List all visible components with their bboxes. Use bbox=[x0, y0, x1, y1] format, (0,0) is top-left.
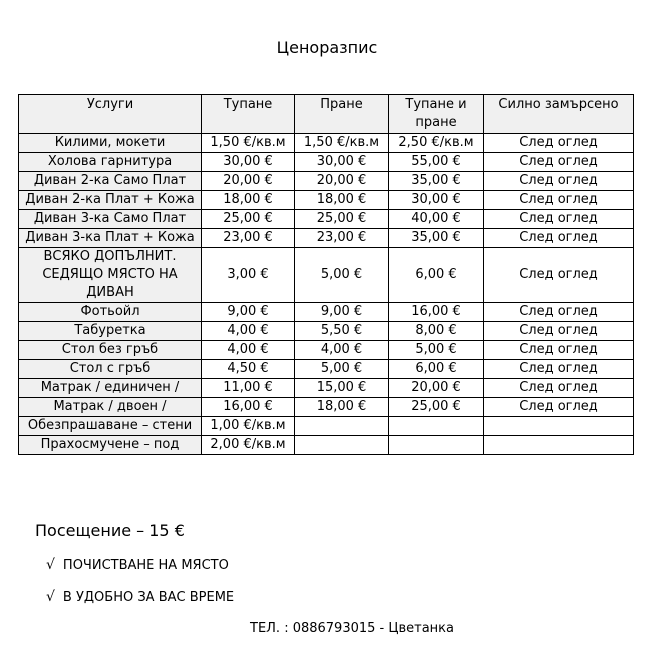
price-cell: 20,00 € bbox=[202, 172, 295, 191]
price-cell: След оглед bbox=[484, 248, 634, 303]
service-cell: Табуретка bbox=[19, 322, 202, 341]
price-cell: 23,00 € bbox=[295, 229, 389, 248]
service-cell: Обезпрашаване – стени bbox=[19, 417, 202, 436]
price-cell bbox=[484, 417, 634, 436]
price-cell: 30,00 € bbox=[389, 191, 484, 210]
price-cell: 1,50 €/кв.м bbox=[202, 134, 295, 153]
contact-info: ТЕЛ. : 0886793015 - Цветанка bbox=[250, 621, 454, 636]
price-cell: 4,00 € bbox=[295, 341, 389, 360]
service-cell: Матрак / двоен / bbox=[19, 398, 202, 417]
price-cell: 2,00 €/кв.м bbox=[202, 436, 295, 455]
price-cell: 5,00 € bbox=[389, 341, 484, 360]
price-cell: 4,00 € bbox=[202, 341, 295, 360]
price-cell: След оглед bbox=[484, 134, 634, 153]
price-cell: 55,00 € bbox=[389, 153, 484, 172]
price-cell: 25,00 € bbox=[389, 398, 484, 417]
price-cell: 18,00 € bbox=[295, 398, 389, 417]
table-row bbox=[19, 210, 634, 229]
price-cell: 35,00 € bbox=[389, 229, 484, 248]
service-cell: Диван 2-ка Само Плат bbox=[19, 172, 202, 191]
table-row bbox=[19, 172, 634, 191]
price-cell: След оглед bbox=[484, 303, 634, 322]
table-row bbox=[19, 248, 634, 303]
price-cell: 30,00 € bbox=[202, 153, 295, 172]
page-title: Ценоразпис bbox=[276, 38, 378, 57]
service-cell: Килими, мокети bbox=[19, 134, 202, 153]
service-cell: Прахосмучене – под bbox=[19, 436, 202, 455]
benefit-item bbox=[46, 557, 229, 573]
benefit-item bbox=[46, 589, 234, 605]
price-cell: След оглед bbox=[484, 153, 634, 172]
price-cell: 5,00 € bbox=[295, 248, 389, 303]
table-row bbox=[19, 134, 634, 153]
benefit-text: ПОЧИСТВАНЕ НА МЯСТО bbox=[62, 557, 229, 573]
price-cell: След оглед bbox=[484, 210, 634, 229]
price-cell: 40,00 € bbox=[389, 210, 484, 229]
table-row bbox=[19, 153, 634, 172]
price-cell: 25,00 € bbox=[202, 210, 295, 229]
table-row bbox=[19, 436, 634, 455]
price-cell: 4,00 € bbox=[202, 322, 295, 341]
column-header: Пране bbox=[295, 95, 389, 134]
price-cell: 20,00 € bbox=[295, 172, 389, 191]
price-cell: 6,00 € bbox=[389, 248, 484, 303]
price-cell: След оглед bbox=[484, 341, 634, 360]
column-header: Услуги bbox=[19, 95, 202, 134]
table-row bbox=[19, 191, 634, 210]
price-cell: 35,00 € bbox=[389, 172, 484, 191]
service-cell: Матрак / единичен / bbox=[19, 379, 202, 398]
price-cell: 4,50 € bbox=[202, 360, 295, 379]
price-cell bbox=[389, 417, 484, 436]
table-row bbox=[19, 360, 634, 379]
service-cell: Стол без гръб bbox=[19, 341, 202, 360]
service-cell: Диван 2-ка Плат + Кожа bbox=[19, 191, 202, 210]
table-row bbox=[19, 322, 634, 341]
service-cell: Холова гарнитура bbox=[19, 153, 202, 172]
price-cell: 18,00 € bbox=[202, 191, 295, 210]
price-cell bbox=[295, 417, 389, 436]
benefit-text: В УДОБНО ЗА ВАС ВРЕМЕ bbox=[62, 589, 235, 605]
price-cell: 16,00 € bbox=[389, 303, 484, 322]
price-cell: 1,00 €/кв.м bbox=[202, 417, 295, 436]
price-cell: След оглед bbox=[484, 322, 634, 341]
price-cell: 3,00 € bbox=[202, 248, 295, 303]
price-cell: След оглед bbox=[484, 191, 634, 210]
price-cell: 23,00 € bbox=[202, 229, 295, 248]
service-cell: Диван 3-ка Само Плат bbox=[19, 210, 202, 229]
service-cell: Фотьойл bbox=[19, 303, 202, 322]
checkmark-icon: √ bbox=[46, 589, 55, 605]
price-cell: 30,00 € bbox=[295, 153, 389, 172]
price-cell: 9,00 € bbox=[295, 303, 389, 322]
price-cell: След оглед bbox=[484, 172, 634, 191]
price-cell: 2,50 €/кв.м bbox=[389, 134, 484, 153]
price-cell: 9,00 € bbox=[202, 303, 295, 322]
table-header-row bbox=[19, 95, 634, 134]
table-row bbox=[19, 303, 634, 322]
price-cell: 18,00 € bbox=[295, 191, 389, 210]
service-cell: ВСЯКО ДОПЪЛНИТ. СЕДЯЩО МЯСТО НА ДИВАН bbox=[19, 248, 202, 303]
price-cell: 20,00 € bbox=[389, 379, 484, 398]
price-cell: След оглед bbox=[484, 229, 634, 248]
price-cell bbox=[484, 436, 634, 455]
price-cell: 5,00 € bbox=[295, 360, 389, 379]
column-header: Тупане и пране bbox=[389, 95, 484, 134]
price-cell bbox=[389, 436, 484, 455]
service-cell: Диван 3-ка Плат + Кожа bbox=[19, 229, 202, 248]
table-row bbox=[19, 417, 634, 436]
price-cell bbox=[295, 436, 389, 455]
price-cell: 6,00 € bbox=[389, 360, 484, 379]
table-row bbox=[19, 398, 634, 417]
checkmark-icon: √ bbox=[46, 557, 55, 573]
service-cell: Стол с гръб bbox=[19, 360, 202, 379]
price-table bbox=[18, 94, 634, 455]
price-cell: 5,50 € bbox=[295, 322, 389, 341]
price-cell: 1,50 €/кв.м bbox=[295, 134, 389, 153]
price-cell: 15,00 € bbox=[295, 379, 389, 398]
price-cell: След оглед bbox=[484, 360, 634, 379]
table-row bbox=[19, 229, 634, 248]
price-cell: 8,00 € bbox=[389, 322, 484, 341]
column-header: Силно замърсено bbox=[484, 95, 634, 134]
price-cell: 16,00 € bbox=[202, 398, 295, 417]
column-header: Тупане bbox=[202, 95, 295, 134]
price-cell: 25,00 € bbox=[295, 210, 389, 229]
table-row bbox=[19, 379, 634, 398]
visit-price: Посещение – 15 € bbox=[35, 521, 185, 540]
price-cell: 11,00 € bbox=[202, 379, 295, 398]
price-cell: След оглед bbox=[484, 398, 634, 417]
table-row bbox=[19, 341, 634, 360]
price-cell: След оглед bbox=[484, 379, 634, 398]
